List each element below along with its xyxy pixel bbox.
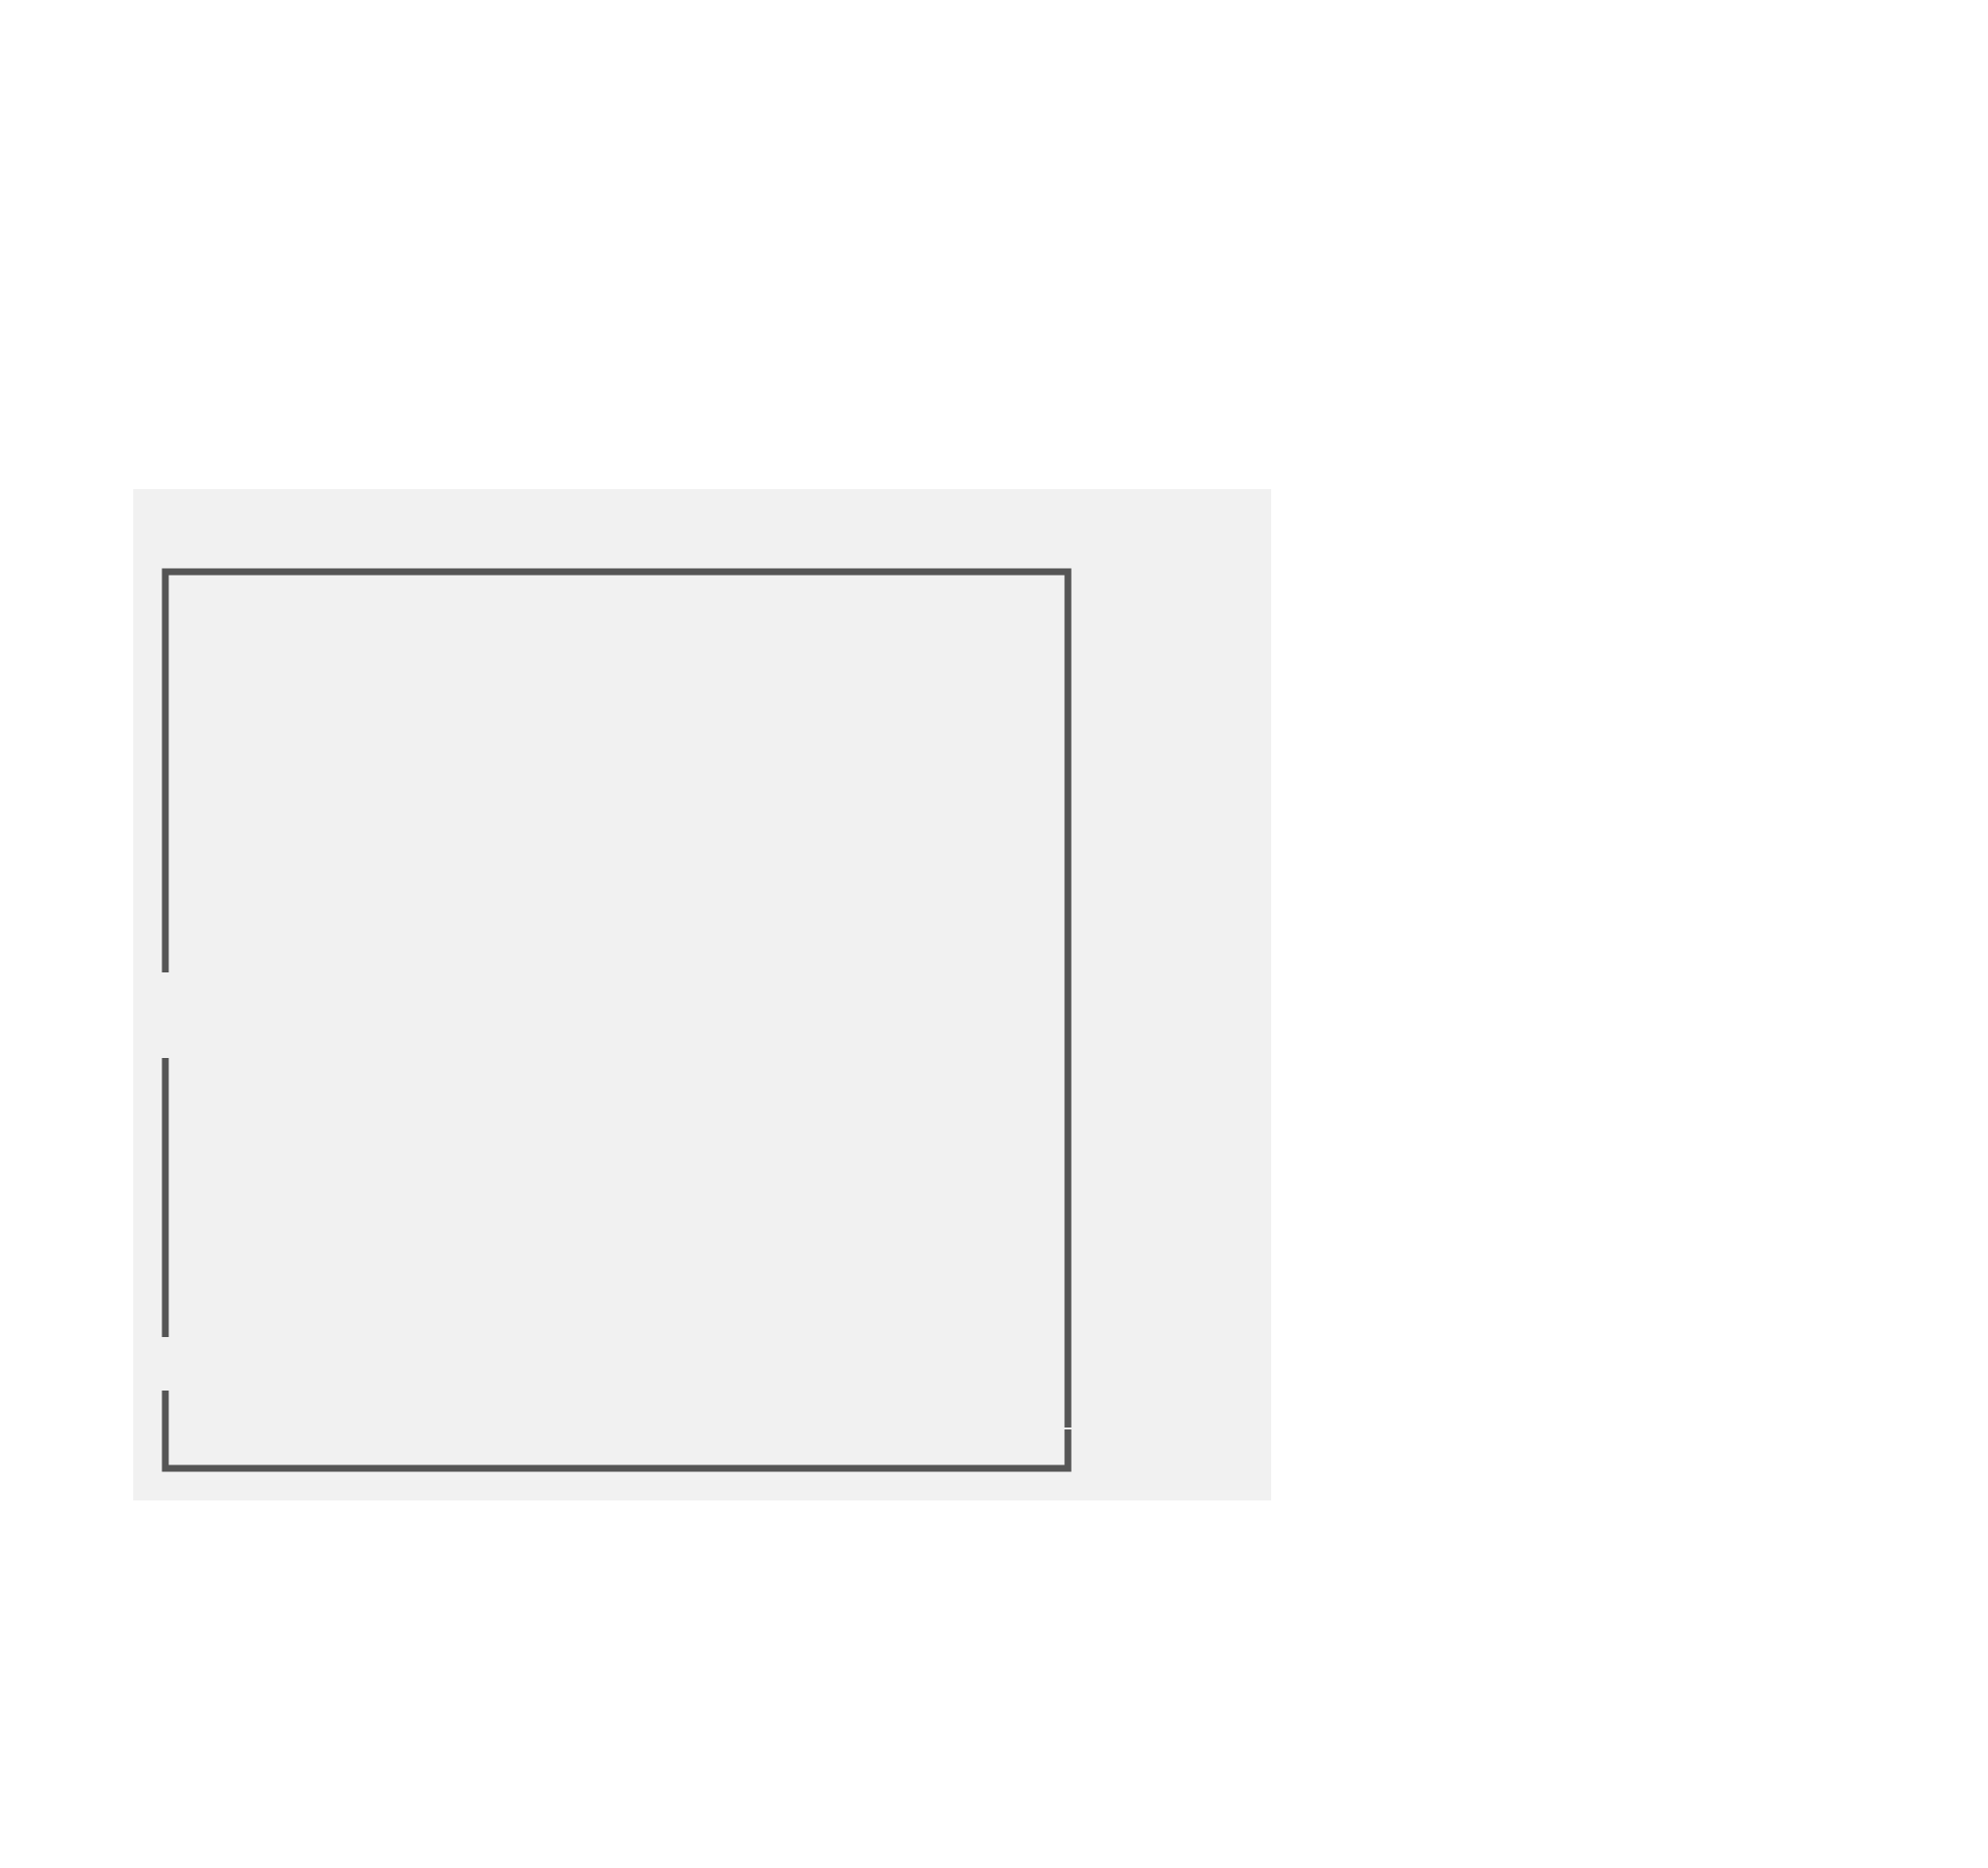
grid-paper-background xyxy=(133,489,1271,1500)
